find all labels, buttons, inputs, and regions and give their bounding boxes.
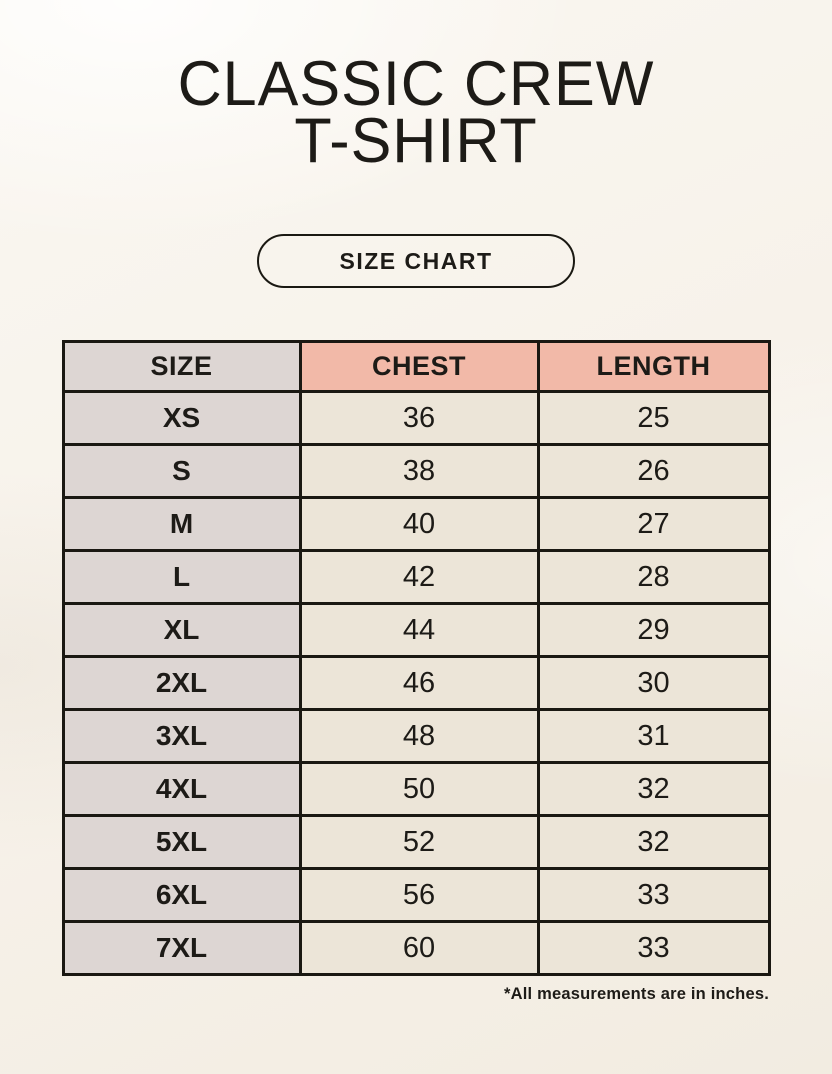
size-label: L xyxy=(63,551,300,604)
chest-value: 36 xyxy=(300,392,538,445)
size-chart-badge-label: SIZE CHART xyxy=(339,247,493,274)
column-header-length: LENGTH xyxy=(538,342,769,392)
measurements-footnote: *All measurements are in inches. xyxy=(503,985,769,1003)
chest-value: 56 xyxy=(300,869,538,922)
chest-value: 40 xyxy=(300,498,538,551)
chest-value: 52 xyxy=(300,816,538,869)
size-label: 7XL xyxy=(63,922,300,975)
size-label: 4XL xyxy=(63,763,300,816)
table-row xyxy=(63,816,769,869)
page-title-line-2: T-SHIRT xyxy=(294,106,538,176)
chest-value: 38 xyxy=(300,445,538,498)
table-row xyxy=(63,869,769,922)
chest-value: 44 xyxy=(300,604,538,657)
size-label: 2XL xyxy=(63,657,300,710)
chest-value: 42 xyxy=(300,551,538,604)
length-value: 30 xyxy=(538,657,769,710)
table-row xyxy=(63,604,769,657)
size-label: 6XL xyxy=(63,869,300,922)
chest-value: 46 xyxy=(300,657,538,710)
length-value: 25 xyxy=(538,392,769,445)
table-row xyxy=(63,710,769,763)
size-table xyxy=(62,340,771,976)
table-row xyxy=(63,392,769,445)
length-value: 27 xyxy=(538,498,769,551)
size-table-header-row xyxy=(63,342,769,392)
page-title-line-1: CLASSIC CREW xyxy=(177,49,655,119)
size-label: XS xyxy=(63,392,300,445)
chest-value: 48 xyxy=(300,710,538,763)
table-row xyxy=(63,657,769,710)
length-value: 28 xyxy=(538,551,769,604)
size-label: S xyxy=(63,445,300,498)
length-value: 32 xyxy=(538,816,769,869)
length-value: 33 xyxy=(538,922,769,975)
table-row xyxy=(63,763,769,816)
table-row xyxy=(63,445,769,498)
size-label: XL xyxy=(63,604,300,657)
chest-value: 60 xyxy=(300,922,538,975)
length-value: 32 xyxy=(538,763,769,816)
size-table-head xyxy=(63,342,769,392)
column-header-size: SIZE xyxy=(63,342,300,392)
size-chart-badge xyxy=(257,234,575,288)
size-table-body xyxy=(63,392,769,975)
length-value: 29 xyxy=(538,604,769,657)
length-value: 26 xyxy=(538,445,769,498)
column-header-chest: CHEST xyxy=(300,342,538,392)
length-value: 31 xyxy=(538,710,769,763)
table-row xyxy=(63,551,769,604)
size-label: 5XL xyxy=(63,816,300,869)
page-title xyxy=(0,0,832,176)
size-label: 3XL xyxy=(63,710,300,763)
table-row xyxy=(63,922,769,975)
size-label: M xyxy=(63,498,300,551)
length-value: 33 xyxy=(538,869,769,922)
chest-value: 50 xyxy=(300,763,538,816)
table-row xyxy=(63,498,769,551)
